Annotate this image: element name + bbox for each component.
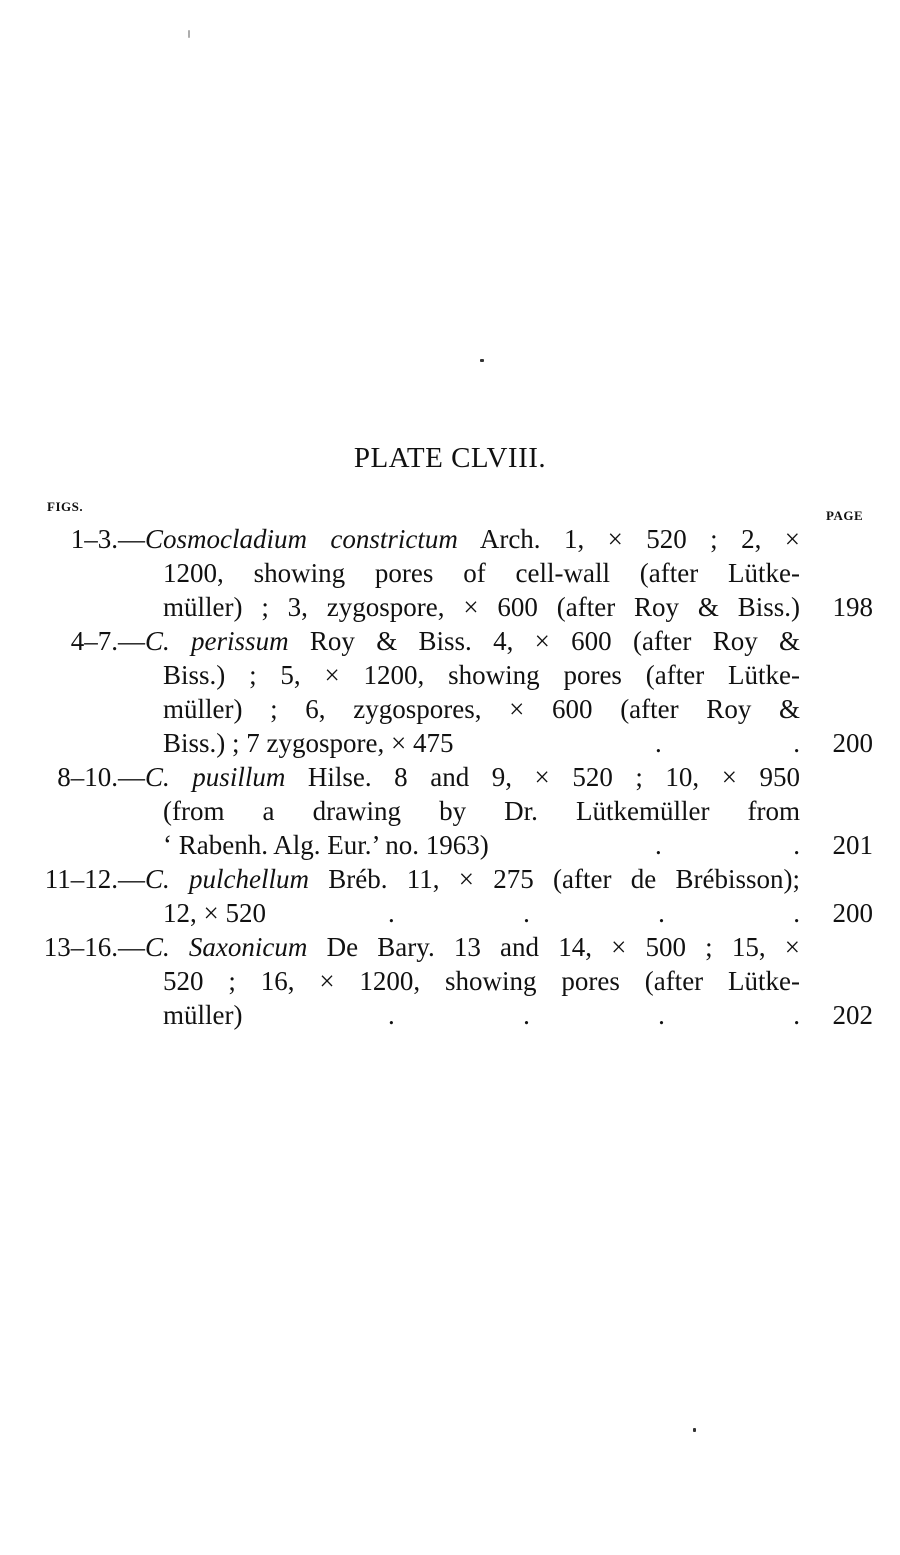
entry-4-page: 200 [832,898,873,928]
entry-5-caption [145,930,800,964]
entry-3-species: C. pusillum [145,762,286,792]
leader-dots: . . . . [388,1000,800,1030]
entry-4-species: C. pulchellum [145,864,309,894]
entry-2-caption-line-4: Biss.) ; 7 zygospore, × 475 [163,728,454,758]
entry-3-caption-rest: Hilse. 8 and 9, × 520 ; 10, × 950 [285,762,800,792]
entry-3-figs: 8–10.— [57,762,145,792]
entry-2-species: C. perissum [145,626,289,656]
leader-dots: . . . . [388,898,800,928]
page-speck [693,1428,696,1432]
entry-4-caption-rest: Bréb. 11, × 275 (after de Brébisson); [309,864,800,894]
plate-title: PLATE CLVIII. [353,442,547,474]
entry-1-page: 198 [832,592,873,622]
entry-5-page: 202 [832,1000,873,1030]
entry-2-page: 200 [832,728,873,758]
entry-3-caption-line-3: ‘ Rabenh. Alg. Eur.’ no. 1963) [163,830,489,860]
entry-1-caption-line-2: 1200, showing pores of cell-wall (after Lütke- [163,558,800,588]
entry-2-figs: 4–7.— [70,626,145,656]
entry-4-caption-line-2: 12, × 520 [163,898,266,928]
entry-1-caption-rest: Arch. 1, × 520 ; 2, × [457,524,800,554]
entry-5-caption-rest: De Bary. 13 and 14, × 500 ; 15, × [307,932,800,962]
entry-1-figs: 1–3.— [70,524,145,554]
entry-3-caption-line-2: (from a drawing by Dr. Lütkemüller from [163,796,800,826]
figs-column-heading: FIGS. [47,499,84,514]
entry-2-caption-line-2: Biss.) ; 5, × 1200, showing pores (after Lütke- [163,660,800,690]
entry-3-caption [145,760,800,794]
entry-5-caption-line-3: müller) [163,1000,243,1030]
entry-1-species: Cosmocladium constrictum [145,524,458,554]
page-speck [188,30,190,38]
entry-2-caption-line-3: müller) ; 6, zygospores, × 600 (after Roy & [163,694,800,724]
entry-5-figs: 13–16.— [43,932,145,962]
page-column-heading: PAGE [826,508,864,523]
entry-1-caption-line-3: müller) ; 3, zygospore, × 600 (after Roy & Biss.) [163,592,800,622]
leader-dots: . . [655,830,800,860]
entry-4-caption [145,862,800,896]
entry-2-caption-rest: Roy & Biss. 4, × 600 (after Roy & [288,626,801,656]
entry-1-caption [145,522,800,556]
page-speck [480,359,484,362]
leader-dots: . . [655,728,800,758]
entry-5-caption-line-2: 520 ; 16, × 1200, showing pores (after Lütke- [163,966,800,996]
entry-3-page: 201 [832,830,873,860]
entry-5-species: C. Saxonicum [145,932,308,962]
entry-2-caption [145,624,800,658]
entry-4-figs: 11–12.— [44,864,145,894]
